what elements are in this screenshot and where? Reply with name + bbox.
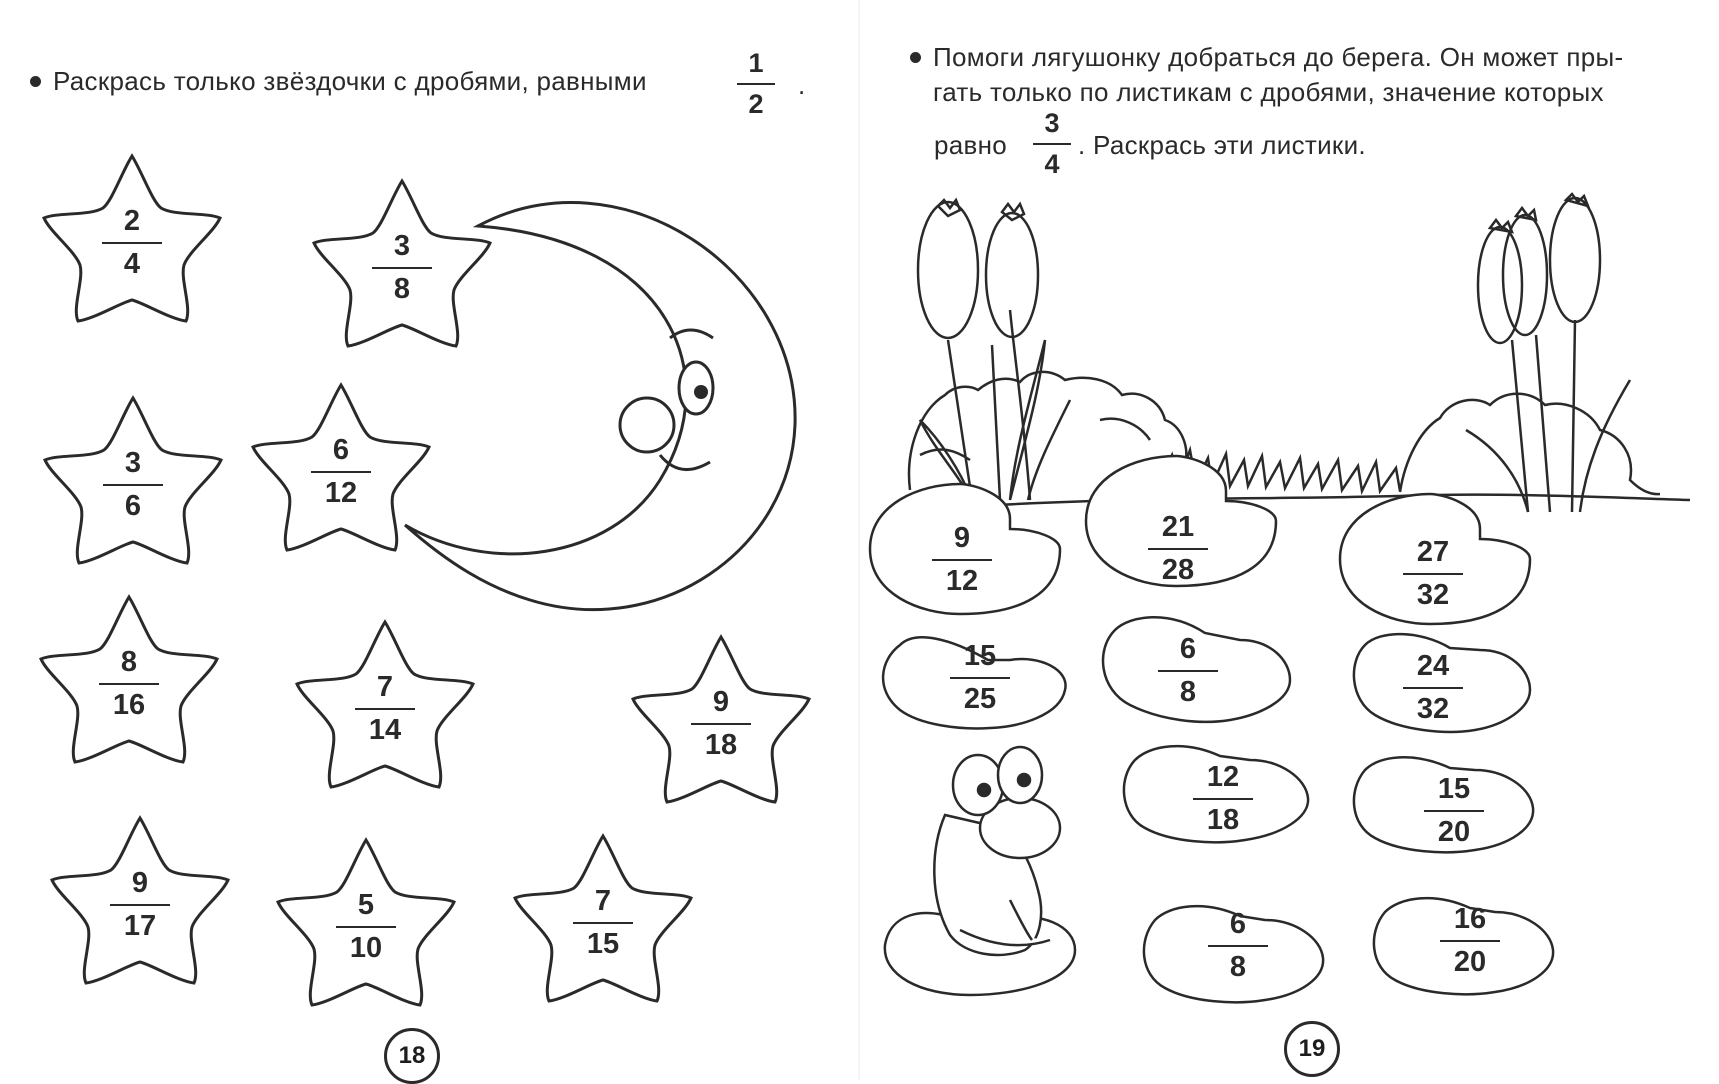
fraction-bar <box>1424 810 1484 812</box>
left-instruction <box>30 64 647 99</box>
numerator: 2 <box>123 205 141 237</box>
denominator: 16 <box>112 689 146 721</box>
right-instruction-line-2: гать только по листикам с дробями, значение которых <box>933 77 1604 108</box>
lily-fraction-2[interactable] <box>1138 513 1218 585</box>
fraction-bar <box>573 922 633 924</box>
right-page <box>860 0 1719 1080</box>
numerator: 6 <box>1229 908 1247 940</box>
denominator: 14 <box>368 714 402 746</box>
lily-fraction-8[interactable] <box>1414 775 1494 847</box>
numerator: 7 <box>594 885 612 917</box>
denominator: 6 <box>124 490 142 522</box>
fraction-bar <box>1403 573 1463 575</box>
fraction-bar <box>950 677 1010 679</box>
fraction-bar <box>1158 670 1218 672</box>
denominator: 8 <box>393 273 411 305</box>
fraction-bar <box>1208 945 1268 947</box>
left-target-fraction <box>737 48 775 120</box>
numerator: 15 <box>1437 773 1471 805</box>
star-fraction-1[interactable] <box>92 207 172 279</box>
numerator: 7 <box>376 671 394 703</box>
denominator: 10 <box>349 932 383 964</box>
fraction-bar <box>311 471 371 473</box>
fraction-bar <box>1440 940 1500 942</box>
denominator: 8 <box>1179 676 1197 708</box>
moon-cheek <box>620 398 674 452</box>
star-fraction-7[interactable] <box>681 688 761 760</box>
left-instruction-dot: . <box>798 70 806 100</box>
denominator: 17 <box>123 910 157 942</box>
fraction-bar <box>372 267 432 269</box>
denominator: 28 <box>1161 554 1195 586</box>
denominator: 32 <box>1416 693 1450 725</box>
numerator: 12 <box>1206 761 1240 793</box>
page-number-19: 19 <box>1284 1021 1340 1077</box>
lily-fraction-6[interactable] <box>1393 652 1473 724</box>
fraction-bar <box>355 708 415 710</box>
denominator: 15 <box>586 928 620 960</box>
numerator: 6 <box>332 434 350 466</box>
numerator: 3 <box>393 230 411 262</box>
denominator: 4 <box>123 248 141 280</box>
right-instruction-suffix: . Раскрась эти листики. <box>1078 130 1366 160</box>
fraction-bar <box>99 683 159 685</box>
denominator: 20 <box>1453 946 1487 978</box>
denominator: 32 <box>1416 579 1450 611</box>
denominator: 12 <box>945 565 979 597</box>
denominator: 25 <box>963 683 997 715</box>
numerator: 27 <box>1416 536 1450 568</box>
fraction-bar <box>1403 687 1463 689</box>
target-denominator: 4 <box>1044 149 1060 179</box>
fraction-bar <box>932 559 992 561</box>
numerator: 15 <box>963 640 997 672</box>
target-numerator: 1 <box>748 48 764 78</box>
lily-fraction-4[interactable] <box>940 642 1020 714</box>
numerator: 3 <box>124 447 142 479</box>
numerator: 9 <box>953 522 971 554</box>
right-instruction-line-1: Помоги лягушонку добраться до берега. Он может пры- <box>933 42 1624 72</box>
lily-fraction-5[interactable] <box>1148 635 1228 707</box>
star-fraction-8[interactable] <box>100 869 180 941</box>
bullet-icon <box>30 76 41 87</box>
numerator: 21 <box>1161 511 1195 543</box>
numerator: 9 <box>712 686 730 718</box>
star-fraction-3[interactable] <box>93 449 173 521</box>
numerator: 5 <box>357 889 375 921</box>
lily-fraction-10[interactable] <box>1430 905 1510 977</box>
fraction-bar <box>691 723 751 725</box>
left-instruction-text: Раскрась только звёздочки с дробями, равными <box>53 66 647 96</box>
denominator: 8 <box>1229 951 1247 983</box>
denominator: 18 <box>1206 804 1240 836</box>
lily-fraction-1[interactable] <box>922 524 1002 596</box>
fraction-bar <box>737 83 775 85</box>
fraction-bar <box>102 242 162 244</box>
target-denominator: 2 <box>748 89 764 119</box>
fraction-bar <box>336 926 396 928</box>
numerator: 8 <box>120 646 138 678</box>
lily-fraction-7[interactable] <box>1183 763 1263 835</box>
fraction-bar <box>1193 798 1253 800</box>
page-number-18: 18 <box>384 1028 440 1084</box>
lily-fraction-9[interactable] <box>1198 910 1278 982</box>
star-fraction-2[interactable] <box>362 232 442 304</box>
fraction-bar <box>103 484 163 486</box>
star-fraction-9[interactable] <box>326 891 406 963</box>
fraction-bar <box>1148 548 1208 550</box>
left-page <box>0 0 859 1080</box>
lily-fraction-3[interactable] <box>1393 538 1473 610</box>
star-fraction-4[interactable] <box>301 436 381 508</box>
denominator: 20 <box>1437 816 1471 848</box>
star-fraction-10[interactable] <box>563 887 643 959</box>
numerator: 16 <box>1453 903 1487 935</box>
numerator: 6 <box>1179 633 1197 665</box>
denominator: 12 <box>324 477 358 509</box>
denominator: 18 <box>704 729 738 761</box>
frog-illustration <box>934 747 1060 955</box>
star-fraction-6[interactable] <box>345 673 425 745</box>
fraction-bar <box>110 904 170 906</box>
numerator: 9 <box>131 867 149 899</box>
target-numerator: 3 <box>1044 108 1060 138</box>
numerator: 24 <box>1416 650 1450 682</box>
star-fraction-5[interactable] <box>89 648 169 720</box>
right-instruction-prefix: равно <box>934 130 1008 160</box>
